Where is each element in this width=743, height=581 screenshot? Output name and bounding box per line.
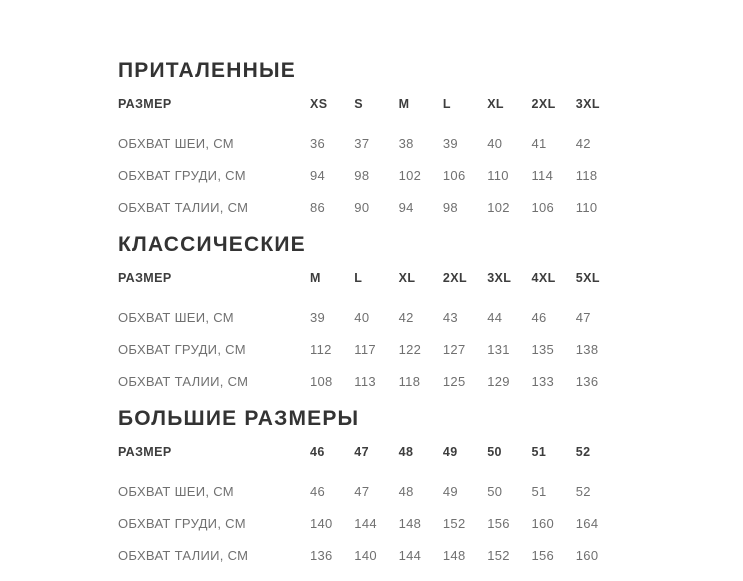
size-label-header: РАЗМЕР — [118, 271, 172, 285]
measurement-value: 164 — [575, 516, 599, 531]
measurement-row — [118, 516, 743, 532]
measurement-label: ОБХВАТ ШЕИ, СМ — [118, 310, 234, 325]
measurement-value: 40 — [354, 310, 370, 325]
size-chart-section — [118, 406, 743, 564]
size-header-row — [118, 444, 743, 460]
measurement-value: 102 — [398, 168, 422, 183]
measurement-value: 37 — [354, 136, 370, 151]
measurement-value: 52 — [575, 484, 591, 499]
measurement-value: 117 — [354, 342, 376, 357]
measurement-label: ОБХВАТ ГРУДИ, СМ — [118, 168, 246, 183]
measurement-row — [118, 200, 743, 216]
measurement-label: ОБХВАТ ШЕИ, СМ — [118, 136, 234, 151]
measurement-value: 138 — [575, 342, 599, 357]
section-title: КЛАССИЧЕСКИЕ — [118, 233, 306, 256]
size-column-header: XS — [310, 97, 328, 111]
size-column-header: M — [398, 97, 410, 111]
size-column-header: 2XL — [442, 271, 468, 285]
measurement-value: 106 — [531, 200, 555, 215]
size-column-header: 48 — [398, 445, 414, 459]
measurement-value: 122 — [398, 342, 422, 357]
measurement-value: 129 — [487, 374, 510, 389]
measurement-value: 118 — [398, 374, 421, 389]
measurement-value: 160 — [575, 548, 599, 563]
measurement-value: 135 — [531, 342, 555, 357]
measurement-value: 127 — [442, 342, 466, 357]
size-column-header: S — [354, 97, 364, 111]
measurement-value: 136 — [575, 374, 599, 389]
size-column-header: 3XL — [487, 271, 512, 285]
measurement-value: 43 — [442, 310, 458, 325]
measurement-row — [118, 484, 743, 500]
measurement-value: 47 — [575, 310, 591, 325]
measurement-value: 41 — [531, 136, 547, 151]
measurement-row — [118, 310, 743, 326]
measurement-value: 102 — [487, 200, 510, 215]
measurement-value: 156 — [487, 516, 510, 531]
size-chart-section — [118, 232, 743, 390]
size-column-header: 49 — [442, 445, 458, 459]
measurement-value: 113 — [354, 374, 376, 389]
size-column-header: 51 — [531, 445, 547, 459]
size-header-row — [118, 96, 743, 112]
measurement-value: 46 — [310, 484, 326, 499]
measurement-value: 144 — [398, 548, 422, 563]
measurement-value: 51 — [531, 484, 547, 499]
measurement-value: 90 — [354, 200, 370, 215]
measurement-value: 86 — [310, 200, 326, 215]
measurement-value: 112 — [310, 342, 332, 357]
measurement-value: 114 — [531, 168, 554, 183]
measurement-row — [118, 136, 743, 152]
section-title: ПРИТАЛЕННЫЕ — [118, 59, 296, 82]
measurement-row — [118, 168, 743, 184]
measurement-value: 98 — [354, 168, 370, 183]
size-column-header: XL — [398, 271, 416, 285]
measurement-value: 46 — [531, 310, 547, 325]
measurement-value: 47 — [354, 484, 370, 499]
measurement-label: ОБХВАТ ТАЛИИ, СМ — [118, 374, 249, 389]
size-column-header: 50 — [487, 445, 502, 459]
measurement-value: 36 — [310, 136, 326, 151]
measurement-value: 144 — [354, 516, 377, 531]
measurement-value: 125 — [442, 374, 466, 389]
measurement-value: 156 — [531, 548, 555, 563]
size-column-header: 2XL — [531, 97, 556, 111]
size-column-header: 52 — [575, 445, 591, 459]
size-chart-section — [118, 58, 743, 216]
measurement-value: 44 — [487, 310, 503, 325]
size-column-header: 46 — [310, 445, 325, 459]
measurement-value: 118 — [575, 168, 598, 183]
measurement-value: 108 — [310, 374, 333, 389]
measurement-value: 136 — [310, 548, 333, 563]
size-column-header: L — [442, 97, 451, 111]
measurement-value: 94 — [398, 200, 414, 215]
measurement-value: 140 — [354, 548, 377, 563]
size-header-row — [118, 270, 743, 286]
measurement-label: ОБХВАТ ШЕИ, СМ — [118, 484, 234, 499]
measurement-value: 39 — [442, 136, 458, 151]
measurement-label: ОБХВАТ ГРУДИ, СМ — [118, 342, 246, 357]
size-column-header: L — [354, 271, 363, 285]
measurement-value: 131 — [487, 342, 510, 357]
size-column-header: XL — [487, 97, 504, 111]
measurement-value: 110 — [575, 200, 598, 215]
size-label-header: РАЗМЕР — [118, 97, 172, 111]
measurement-row — [118, 548, 743, 564]
size-column-header: 5XL — [575, 271, 600, 285]
measurement-label: ОБХВАТ ТАЛИИ, СМ — [118, 548, 249, 563]
measurement-value: 49 — [442, 484, 458, 499]
measurement-value: 140 — [310, 516, 333, 531]
size-column-header: 4XL — [531, 271, 556, 285]
size-column-header: 3XL — [575, 97, 600, 111]
measurement-value: 42 — [575, 136, 591, 151]
measurement-value: 106 — [442, 168, 466, 183]
measurement-value: 39 — [310, 310, 326, 325]
measurement-value: 152 — [487, 548, 510, 563]
measurement-value: 148 — [442, 548, 466, 563]
measurement-value: 42 — [398, 310, 414, 325]
measurement-value: 110 — [487, 168, 509, 183]
section-title: БОЛЬШИЕ РАЗМЕРЫ — [118, 407, 360, 430]
measurement-value: 98 — [442, 200, 458, 215]
measurement-value: 94 — [310, 168, 326, 183]
measurement-value: 40 — [487, 136, 503, 151]
measurement-label: ОБХВАТ ГРУДИ, СМ — [118, 516, 246, 531]
measurement-value: 48 — [398, 484, 414, 499]
measurement-value: 50 — [487, 484, 503, 499]
measurement-value: 160 — [531, 516, 555, 531]
size-label-header: РАЗМЕР — [118, 445, 172, 459]
measurement-label: ОБХВАТ ТАЛИИ, СМ — [118, 200, 249, 215]
size-column-header: 47 — [354, 445, 370, 459]
measurement-row — [118, 374, 743, 390]
measurement-value: 148 — [398, 516, 422, 531]
measurement-row — [118, 342, 743, 358]
measurement-value: 152 — [442, 516, 466, 531]
size-column-header: M — [310, 271, 321, 285]
measurement-value: 133 — [531, 374, 555, 389]
measurement-value: 38 — [398, 136, 414, 151]
